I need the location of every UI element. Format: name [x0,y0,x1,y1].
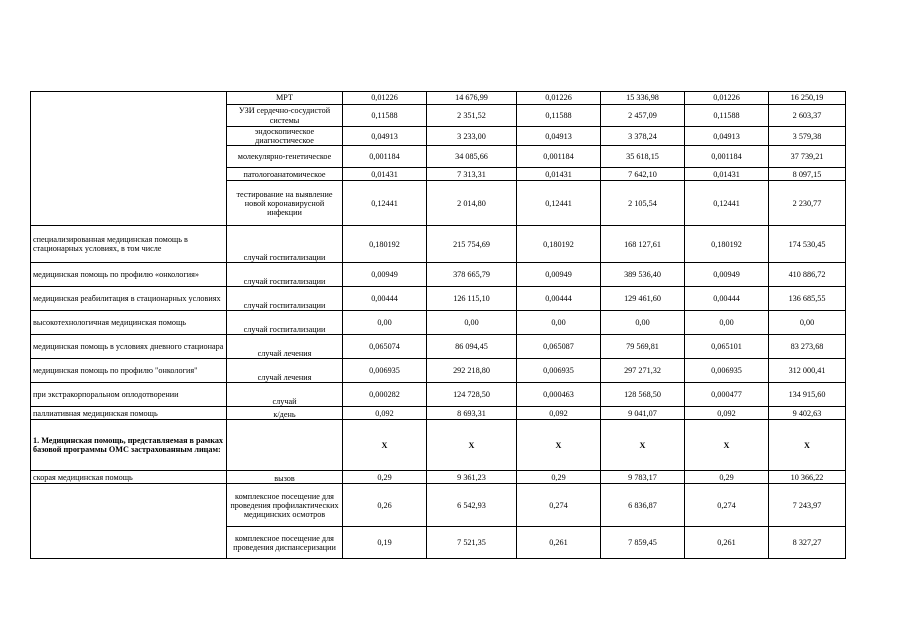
row-name-cell: паллиативная медицинская помощь [31,407,227,420]
value-cell: 0,12441 [685,181,769,226]
value-cell: 174 530,45 [769,226,846,263]
value-cell: 3 233,00 [427,127,517,146]
value-cell: 0,00 [769,311,846,335]
value-cell: 37 739,21 [769,146,846,168]
table-row [31,484,846,527]
value-cell: 83 273,68 [769,335,846,359]
value-cell: 0,00444 [343,287,427,311]
value-cell: 0,274 [517,484,601,527]
value-cell: 0,092 [517,407,601,420]
value-cell: 0,000463 [517,383,601,407]
value-cell: 35 618,15 [601,146,685,168]
value-cell: Х [343,420,427,471]
table-row [31,407,846,420]
value-cell: 0,001184 [343,146,427,168]
value-cell: 0,01431 [343,168,427,181]
row-name-cell: при экстракорпоральном оплодотворении [31,383,227,407]
value-cell: 410 886,72 [769,263,846,287]
value-cell: 8 097,15 [769,168,846,181]
value-cell: 16 250,19 [769,92,846,105]
value-cell: 9 041,07 [601,407,685,420]
row-name-cell: 1. Медицинская помощь, представляемая в рамках базовой программы ОМС застрахованным лицам: [31,420,227,471]
value-cell: 3 579,38 [769,127,846,146]
value-cell: 0,00444 [517,287,601,311]
value-cell: 0,065101 [685,335,769,359]
unit-cell: комплексное посещение для проведения диспансеризации [227,527,343,559]
value-cell: 0,006935 [343,359,427,383]
value-cell: 0,19 [343,527,427,559]
value-cell: Х [427,420,517,471]
row-name-cell: высокотехнологичная медицинская помощь [31,311,227,335]
table-row [31,471,846,484]
value-cell: 0,00 [343,311,427,335]
row-name-cell: медицинская помощь в условиях дневного стационара [31,335,227,359]
unit-cell: комплексное посещение для проведения профилактических медицинских осмотров [227,484,343,527]
row-name-cell: специализированная медицинская помощь в стационарных условиях, в том числе [31,226,227,263]
value-cell: 215 754,69 [427,226,517,263]
value-cell: 0,29 [343,471,427,484]
value-cell: 0,180192 [343,226,427,263]
row-name-cell: медицинская помощь по профилю "онкология" [31,359,227,383]
value-cell: Х [601,420,685,471]
value-cell: 3 378,24 [601,127,685,146]
value-cell: 7 313,31 [427,168,517,181]
value-cell: 0,26 [343,484,427,527]
unit-cell: случай лечения [227,359,343,383]
unit-cell: патологоанатомическое [227,168,343,181]
value-cell: 79 569,81 [601,335,685,359]
value-cell: 0,29 [685,471,769,484]
value-cell: 7 243,97 [769,484,846,527]
table-row [31,311,846,335]
value-cell: 0,00444 [685,287,769,311]
value-cell: 2 351,52 [427,105,517,127]
value-cell: Х [685,420,769,471]
value-cell: 389 536,40 [601,263,685,287]
row-name-cell: медицинская реабилитация в стационарных условиях [31,287,227,311]
value-cell: 0,01226 [685,92,769,105]
table-row [31,420,846,471]
value-cell: 0,04913 [517,127,601,146]
value-cell: 6 836,87 [601,484,685,527]
value-cell: 14 676,99 [427,92,517,105]
value-cell: 10 366,22 [769,471,846,484]
table-row [31,335,846,359]
value-cell: 2 603,37 [769,105,846,127]
unit-cell: случай госпитализации [227,226,343,263]
unit-cell: случай госпитализации [227,263,343,287]
unit-cell: случай [227,383,343,407]
value-cell: 0,065074 [343,335,427,359]
value-cell: 124 728,50 [427,383,517,407]
value-cell: 297 271,32 [601,359,685,383]
value-cell: 15 336,98 [601,92,685,105]
value-cell: 34 085,66 [427,146,517,168]
unit-cell: УЗИ сердечно-сосудистой системы [227,105,343,127]
value-cell: 7 859,45 [601,527,685,559]
value-cell: 0,00949 [343,263,427,287]
value-cell: 129 461,60 [601,287,685,311]
value-cell: 0,04913 [343,127,427,146]
value-cell: 0,29 [517,471,601,484]
value-cell: 0,092 [343,407,427,420]
value-cell: 0,006935 [685,359,769,383]
value-cell: 0,00949 [685,263,769,287]
value-cell: 2 014,80 [427,181,517,226]
row-name-cell [31,484,227,559]
value-cell: 6 542,93 [427,484,517,527]
value-cell: 0,04913 [685,127,769,146]
value-cell: 7 521,35 [427,527,517,559]
row-name-cell: медицинская помощь по профилю «онкология» [31,263,227,287]
unit-cell: тестирование на выявление новой коронавирусной инфекции [227,181,343,226]
table-row [31,263,846,287]
value-cell: 0,274 [685,484,769,527]
value-cell: 0,065087 [517,335,601,359]
unit-cell: эндоскопическое диагностическое [227,127,343,146]
value-cell: 2 105,54 [601,181,685,226]
value-cell: 0,001184 [517,146,601,168]
unit-cell: случай лечения [227,335,343,359]
unit-cell [227,420,343,471]
value-cell: 378 665,79 [427,263,517,287]
table-row [31,383,846,407]
value-cell: 0,00 [685,311,769,335]
value-cell: 9 402,63 [769,407,846,420]
row-name-cell: скорая медицинская помощь [31,471,227,484]
value-cell: 0,000477 [685,383,769,407]
unit-cell: МРТ [227,92,343,105]
value-cell: 0,11588 [517,105,601,127]
value-cell: 2 230,77 [769,181,846,226]
tariff-table [30,91,846,559]
value-cell: 9 361,23 [427,471,517,484]
value-cell: 0,00 [601,311,685,335]
value-cell: 0,11588 [685,105,769,127]
value-cell: 0,180192 [517,226,601,263]
value-cell: 0,001184 [685,146,769,168]
value-cell: 0,01226 [517,92,601,105]
value-cell: 136 685,55 [769,287,846,311]
value-cell: 0,12441 [517,181,601,226]
value-cell: 8 693,31 [427,407,517,420]
value-cell: 134 915,60 [769,383,846,407]
unit-cell: случай госпитализации [227,311,343,335]
value-cell: 8 327,27 [769,527,846,559]
value-cell: 2 457,09 [601,105,685,127]
value-cell: 0,000282 [343,383,427,407]
table-row [31,92,846,105]
row-name-cell [31,92,227,226]
unit-cell: случай госпитализации [227,287,343,311]
value-cell: 0,01226 [343,92,427,105]
value-cell: 0,180192 [685,226,769,263]
table-body [31,92,846,559]
value-cell: 0,11588 [343,105,427,127]
value-cell: Х [769,420,846,471]
value-cell: Х [517,420,601,471]
value-cell: 0,00 [517,311,601,335]
unit-cell: вызов [227,471,343,484]
unit-cell: молекулярно-генетическое [227,146,343,168]
value-cell: 128 568,50 [601,383,685,407]
unit-cell: к/день [227,407,343,420]
value-cell: 9 783,17 [601,471,685,484]
value-cell: 292 218,80 [427,359,517,383]
value-cell: 0,006935 [517,359,601,383]
value-cell: 0,12441 [343,181,427,226]
value-cell: 0,00949 [517,263,601,287]
value-cell: 7 642,10 [601,168,685,181]
value-cell: 0,00 [427,311,517,335]
value-cell: 312 000,41 [769,359,846,383]
value-cell: 0,01431 [685,168,769,181]
value-cell: 0,092 [685,407,769,420]
table-row [31,226,846,263]
value-cell: 0,01431 [517,168,601,181]
value-cell: 168 127,61 [601,226,685,263]
value-cell: 86 094,45 [427,335,517,359]
value-cell: 126 115,10 [427,287,517,311]
table-row [31,287,846,311]
table-row [31,359,846,383]
value-cell: 0,261 [517,527,601,559]
value-cell: 0,261 [685,527,769,559]
